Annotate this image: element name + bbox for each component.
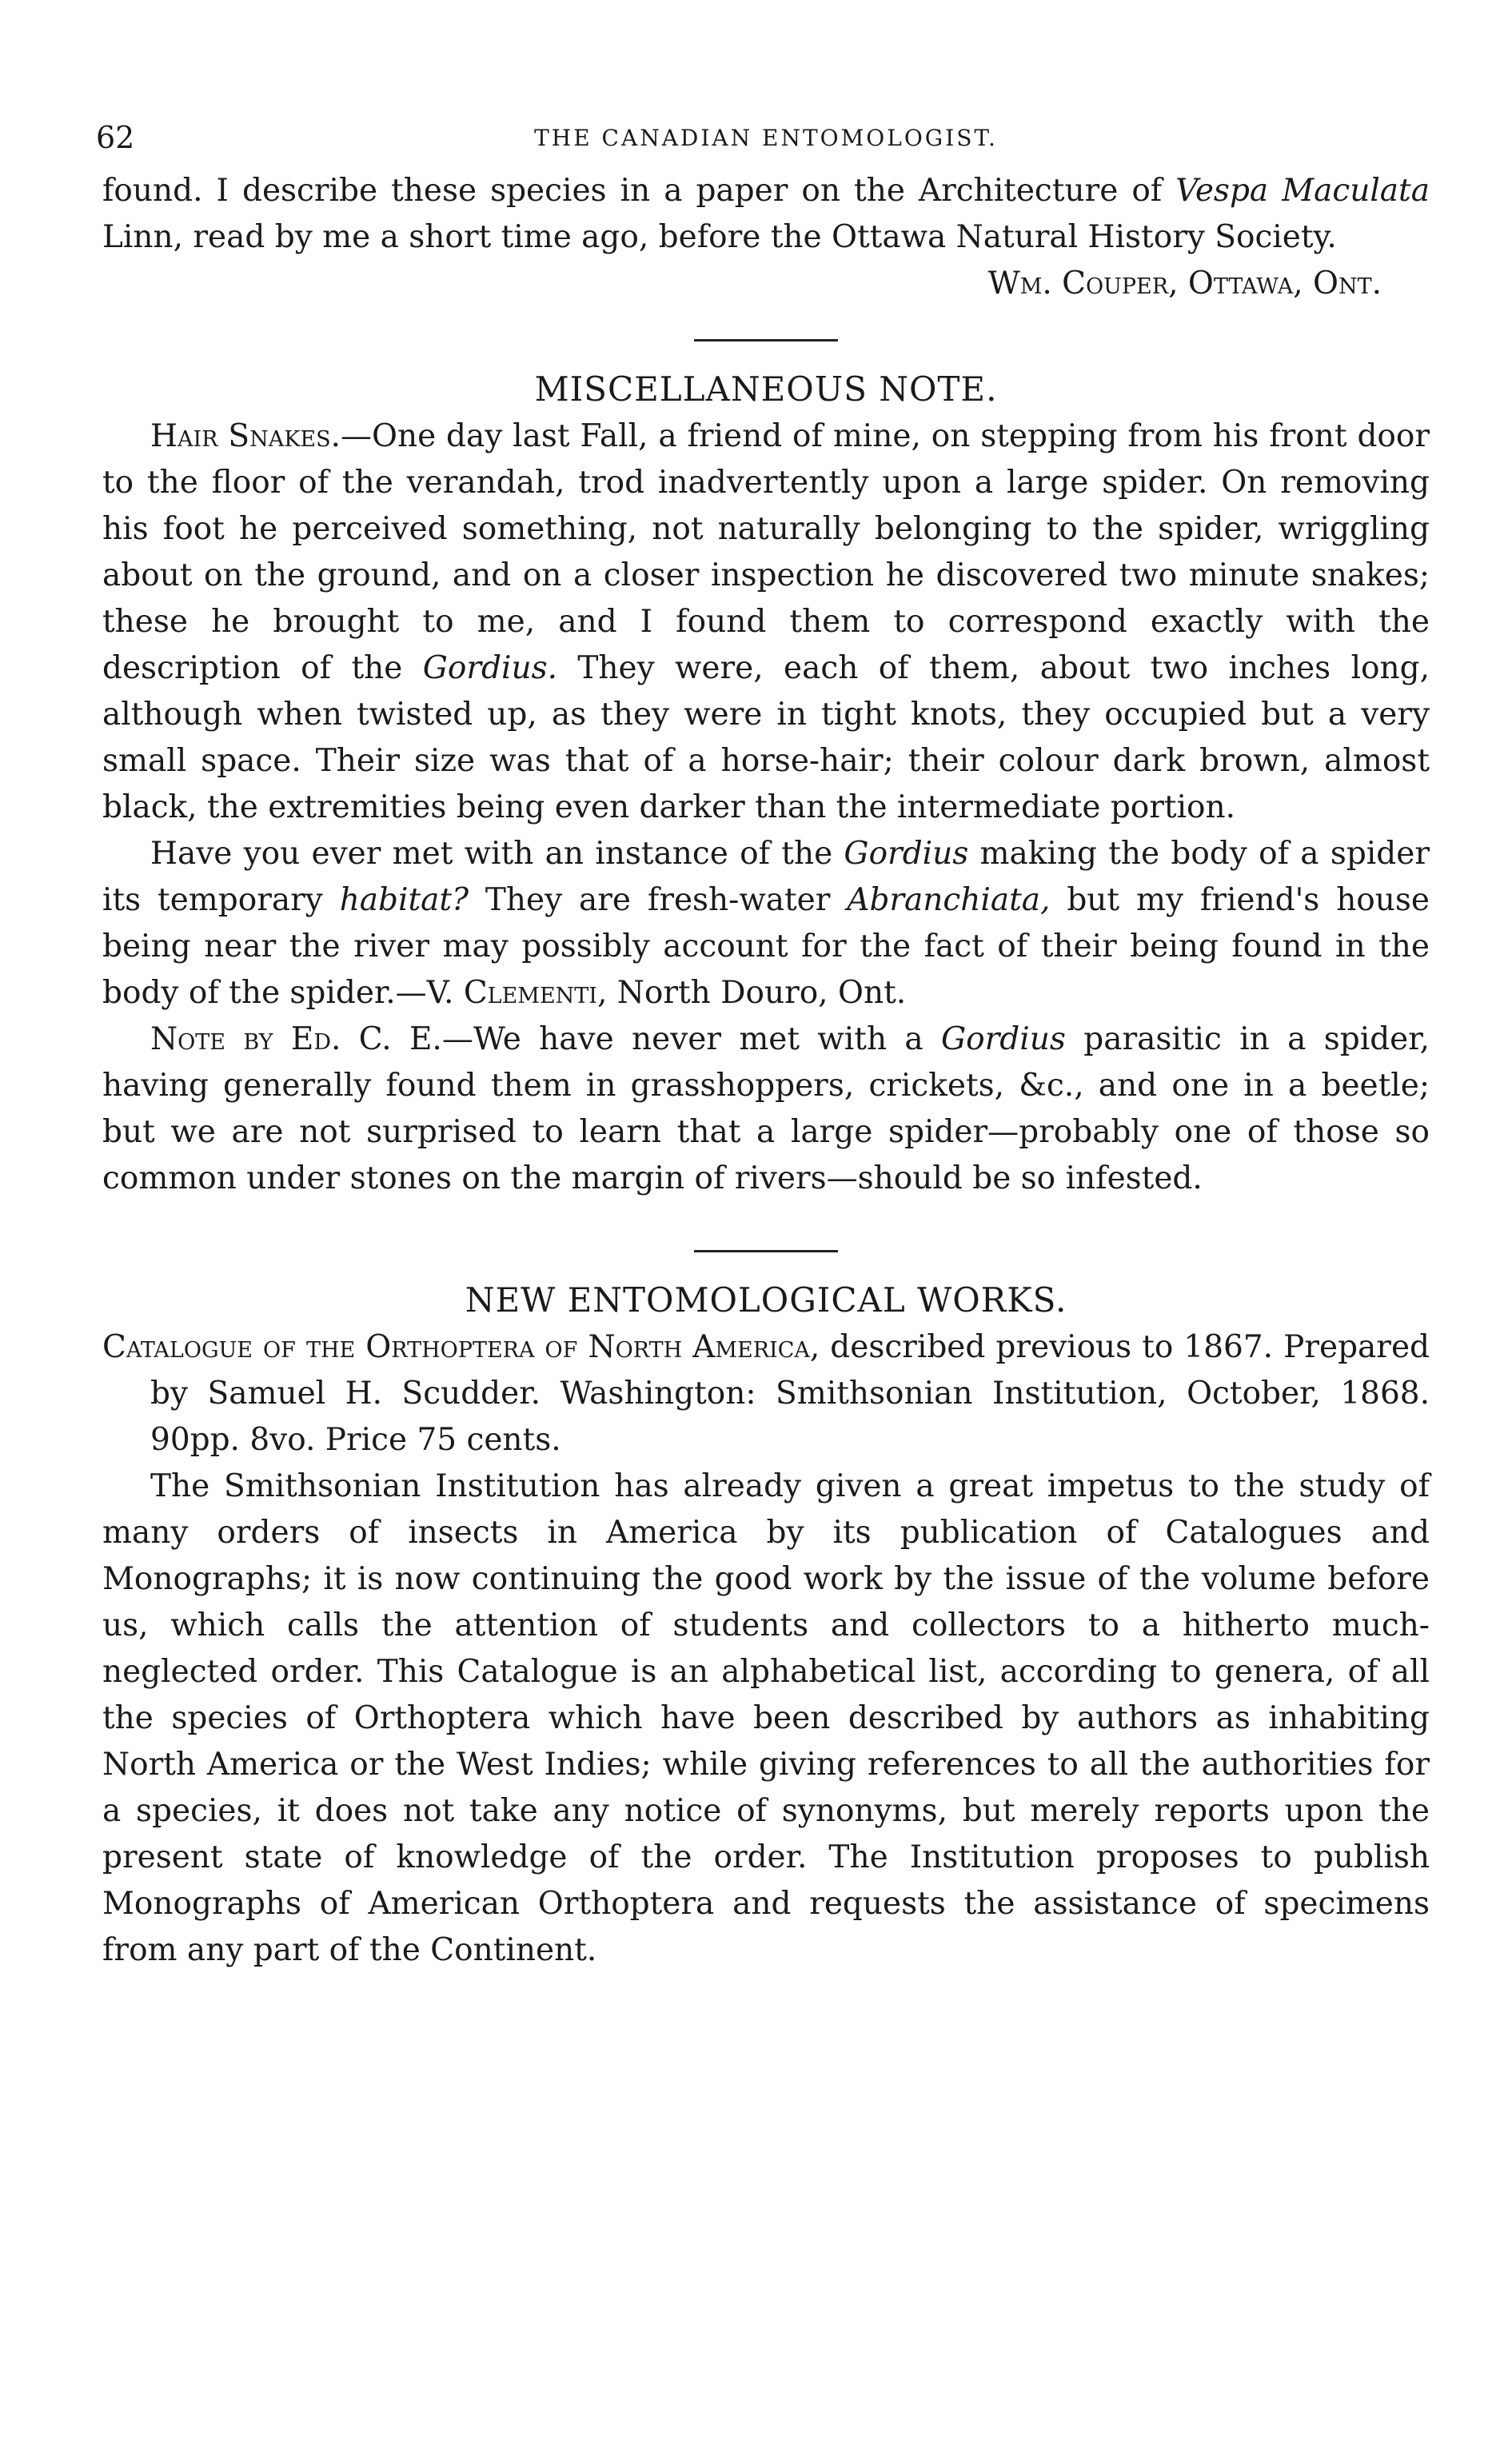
misc-heading: MISCELLANEOUS NOTE.: [534, 369, 998, 409]
works-citation: Catalogue of the Orthoptera of North America, described previous to 1867. Prepared by Samuel H. Scudder. Washington: Smithsonian Institution, October, 1868. 90pp. 8vo. Price 75 cents.: [102, 1329, 1430, 1458]
section-divider: [694, 339, 838, 341]
intro-paragraph: [102, 168, 1430, 261]
misc-p3-lead: Note by Ed. C. E.: [150, 1021, 442, 1057]
intro-text-1: found. I describe these species in a paper on the Architecture of: [102, 173, 1176, 209]
intro-text-2: Linn, read by me a short time ago, before the Ottawa Natural History Society.: [102, 219, 1337, 255]
works-heading: NEW ENTOMOLOGICAL WORKS.: [465, 1280, 1067, 1320]
running-title: THE CANADIAN ENTOMOLOGIST.: [534, 125, 998, 151]
misc-paragraph-3: Note by Ed. C. E.—We have never met with a Gordius parasitic in a spider, having generally found them in grasshoppers, crickets, &c., and one in a beetle; but we are not surprised to learn that a large spider—probably one of those so common under stones on the margin of rivers—should be so infested.: [102, 1021, 1430, 1196]
intro-italic-species: Vespa Maculata: [1175, 173, 1430, 209]
author-name: Clementi: [463, 975, 597, 1011]
page: [96, 120, 1430, 1974]
misc-paragraph-1: Hair Snakes.—One day last Fall, a friend of mine, on stepping from his front door to the floor of the verandah, trod inadvertently upon a large spider. On removing his foot he perceived something, not naturally belonging to the spider, wriggling about on the ground, and on a closer inspection he discovered two minute snakes; these he brought to me, and I found them to correspond exactly with the description of the Gordius. They were, each of them, about two inches long, although when twisted up, as they were in tight knots, they occupied but a very small space. Their size was that of a horse-hair; their colour dark brown, almost black, the extremities being even darker than the intermediate portion.: [102, 418, 1430, 825]
works-body: The Smithsonian Institution has already given a great impetus to the study of many orders of insects in America by its publication of Catalogues and Monographs; it is now continuing the good work by the issue of the volume before us, which calls the attention of students and collectors to a hitherto much-neglected order. This Catalogue is an alphabetical list, according to genera, of all the species of Orthoptera which have been described by authors as inhabiting North America or the West Indies; while giving references to all the authorities for a species, it does not take any notice of synonyms, but merely reports upon the present state of knowledge of the order. The Institution proposes to publish Monographs of American Orthoptera and requests the assistance of specimens from any part of the Continent.: [102, 1468, 1430, 1968]
intro-signature: Wm. Couper, Ottawa, Ont.: [987, 266, 1382, 302]
page-header: [96, 120, 1430, 168]
misc-paragraph-2: Have you ever met with an instance of the Gordius making the body of a spider its temporary habitat? They are fresh-water Abranchiata, but my friend's house being near the river may possibly account for the fact of their being found in the body of the spider.—V. Clementi, North Douro, Ont.: [102, 836, 1430, 1011]
section-divider: [694, 1250, 838, 1252]
page-number: 62: [96, 120, 135, 155]
misc-p1-lead: Hair Snakes.: [150, 418, 341, 454]
